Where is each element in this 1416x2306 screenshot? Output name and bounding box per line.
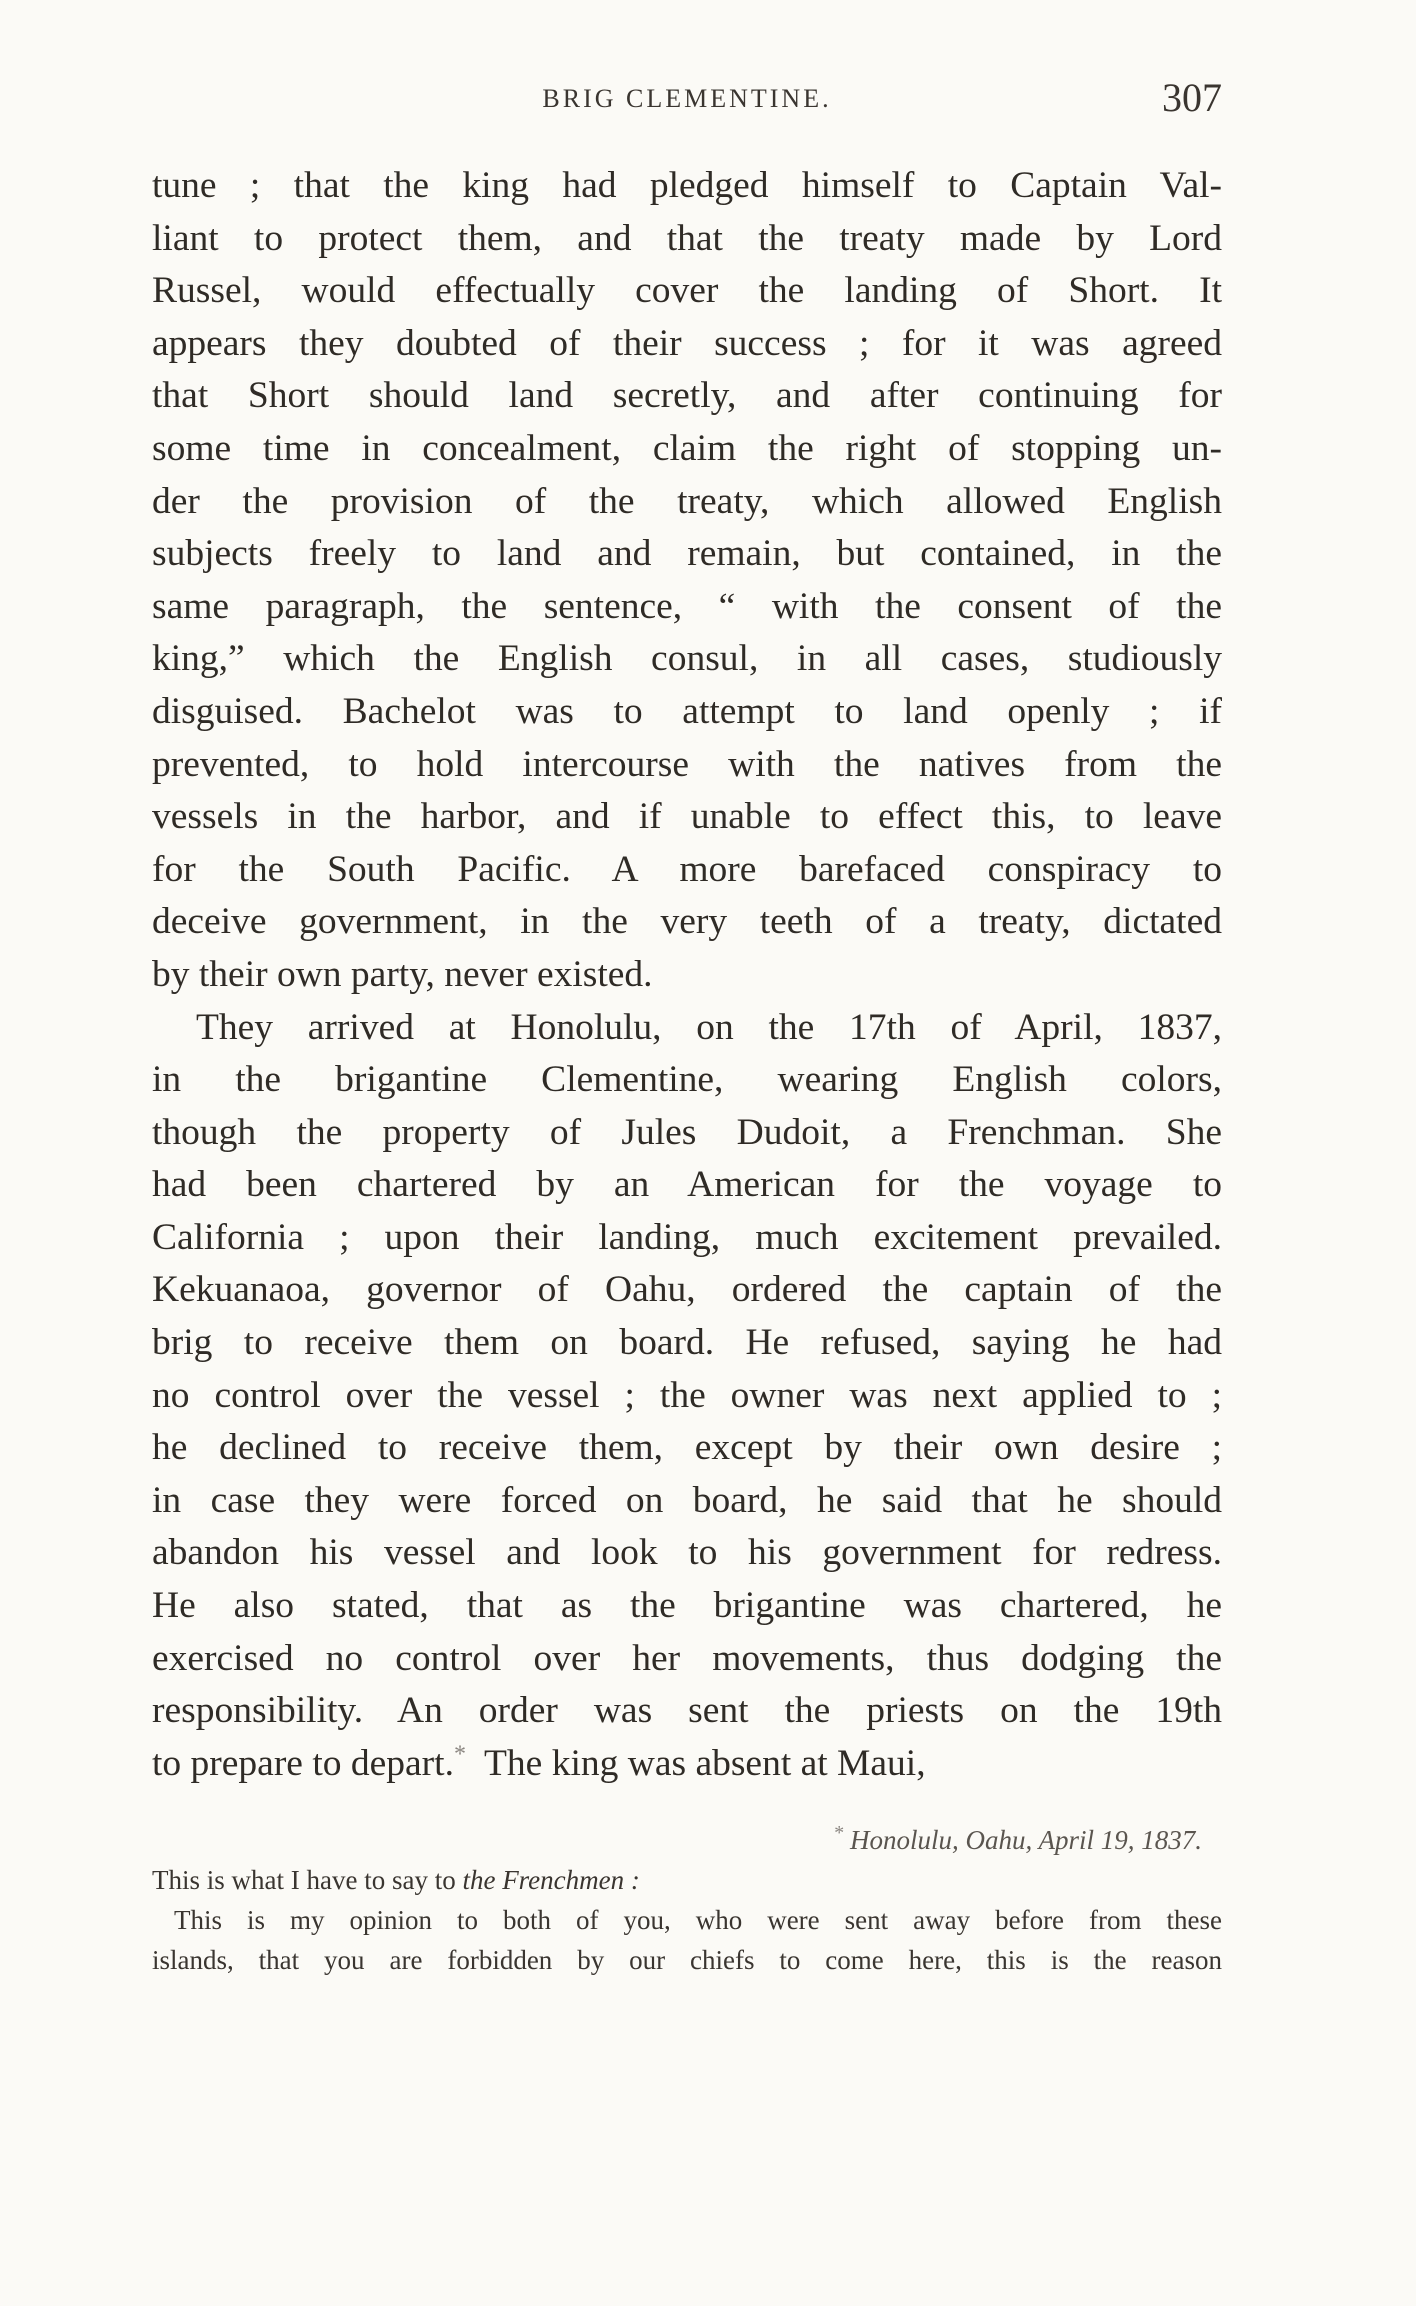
text-line: brig to receive them on board. He refused, saying he had [152,1322,1222,1364]
footnote-area [152,1820,1222,1980]
footnote-address [152,1860,1222,1900]
footnote-address-italic: the Frenchmen : [462,1865,640,1895]
text-line: in the brigantine Clementine, wearing English colors, [152,1059,1222,1101]
text-line: Russel, would effectually cover the landing of Short. It [152,270,1222,312]
text-line: Kekuanaoa, governor of Oahu, ordered the captain of the [152,1269,1222,1311]
text-line: he declined to receive them, except by their own desire ; [152,1427,1222,1469]
footnote-line: islands, that you are forbidden by our chiefs to come here, this is the reason [152,1945,1222,1975]
page-number: 307 [1162,75,1222,120]
footnote-dateline [152,1820,1222,1860]
text-line: some time in concealment, claim the right of stopping un- [152,427,1222,469]
text-line: king,” which the English consul, in all cases, studiously [152,638,1222,680]
text-line: vessels in the harbor, and if unable to effect this, to leave [152,796,1222,838]
body-text [152,160,1222,1790]
text-line: They arrived at Honolulu, on the 17th of April, 1837, [196,1006,1222,1048]
text-line: exercised no control over her movements, thus dodging the [152,1637,1222,1679]
text-line: disguised. Bachelot was to attempt to land openly ; if [152,690,1222,732]
paragraph-2 [152,1002,1222,1791]
text-line: California ; upon their landing, much excitement prevailed. [152,1216,1222,1258]
paragraph-1 [152,160,1222,1002]
text-line: deceive government, in the very teeth of a treaty, dictated [152,901,1222,943]
text-line-with-footnote [152,1738,1222,1791]
text-line: appears they doubted of their success ; for it was agreed [152,322,1222,364]
text-line: He also stated, that as the brigantine was chartered, he [152,1585,1222,1627]
footnote-address-text: This is what I have to say to [152,1865,463,1895]
text-line: same paragraph, the sentence, “ with the consent of the [152,585,1222,627]
running-title: BRIG CLEMENTINE. [542,84,832,113]
footnote-mark: * [833,1822,844,1844]
text-line: responsibility. An order was sent the priests on the 19th [152,1690,1222,1732]
text-line: though the property of Jules Dudoit, a Frenchman. She [152,1111,1222,1153]
text-line: for the South Pacific. A more barefaced conspiracy to [152,848,1222,890]
text-line: in case they were forced on board, he said that he should [152,1479,1222,1521]
text-segment: to prepare to depart. [152,1742,454,1784]
text-line: tune ; that the king had pledged himself to Captain Val- [152,165,1222,206]
text-line: abandon his vessel and look to his government for redress. [152,1532,1222,1574]
text-line: by their own party, never existed. [152,953,653,995]
text-line: no control over the vessel ; the owner was next applied to ; [152,1374,1222,1416]
footnote-dateline-text: Honolulu, Oahu, April 19, 1837. [849,1825,1202,1855]
running-head [152,74,1222,124]
footnote-reference-mark[interactable]: * [453,1741,466,1768]
text-line: had been chartered by an American for the voyage to [152,1164,1222,1206]
text-line: der the provision of the treaty, which allowed English [152,480,1222,522]
text-line: liant to protect them, and that the treaty made by Lord [152,217,1222,259]
text-segment: The king was absent at Maui, [465,1742,926,1784]
text-line: prevented, to hold intercourse with the natives from the [152,743,1222,785]
text-line: that Short should land secretly, and after continuing for [152,375,1222,417]
text-line: subjects freely to land and remain, but contained, in the [152,533,1222,575]
footnote-line: This is my opinion to both of you, who were sent away before from these [174,1905,1222,1935]
